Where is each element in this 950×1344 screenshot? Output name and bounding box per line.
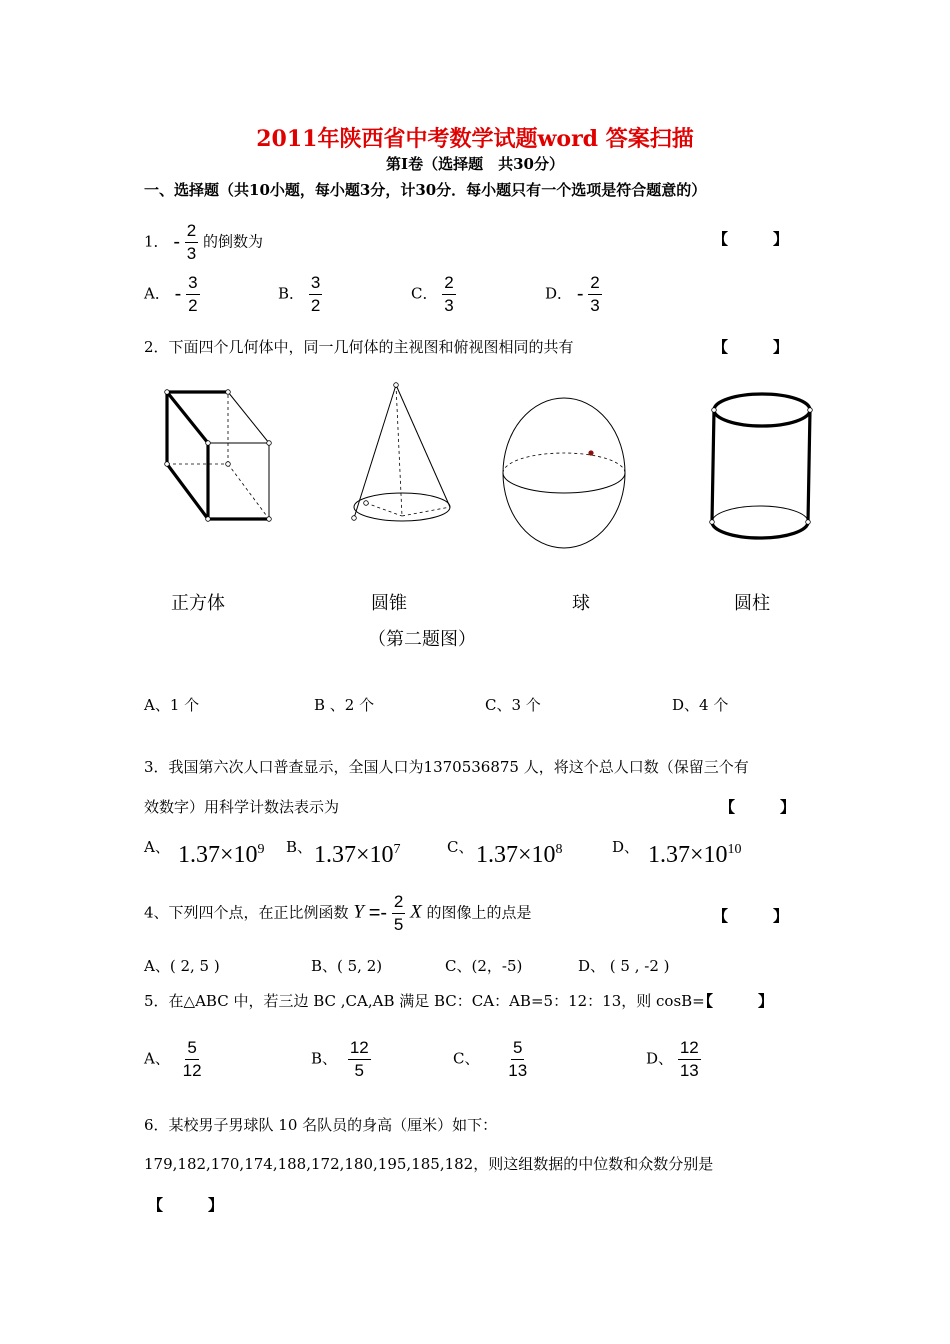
- sphere-figure: [503, 398, 625, 548]
- option-d[interactable]: [646, 1038, 701, 1081]
- option-label: D．: [545, 284, 573, 303]
- exponent: 10: [727, 842, 742, 857]
- denominator: 5: [354, 1061, 364, 1080]
- option-label: B、: [311, 1049, 338, 1068]
- power-base: ×10: [220, 842, 258, 868]
- option-c[interactable]: [476, 842, 563, 869]
- figure-label-sphere: 球: [572, 593, 590, 614]
- option-c[interactable]: [453, 1038, 529, 1081]
- option-c[interactable]: C、3 个: [485, 696, 541, 714]
- option-d[interactable]: [648, 842, 742, 869]
- part-heading: 第Ⅰ卷（选择题 共30分）: [386, 155, 564, 173]
- question-1: [144, 221, 263, 264]
- option-b[interactable]: [278, 273, 322, 316]
- figure-caption: （第二题图）: [368, 629, 476, 650]
- numerator: 3: [186, 273, 199, 295]
- numerator: 5: [185, 1038, 198, 1060]
- figure-label-cylinder: 圆柱: [734, 593, 770, 614]
- numerator: 5: [511, 1038, 524, 1060]
- fraction: [678, 1038, 701, 1081]
- answer-bracket[interactable]: 【 】: [713, 907, 789, 925]
- fraction: [588, 273, 601, 316]
- option-a[interactable]: A、1 个: [144, 696, 200, 714]
- fraction: [181, 1038, 204, 1081]
- figure-label-cone: 圆锥: [371, 593, 407, 614]
- option-label: D、: [646, 1049, 674, 1068]
- question-2: 2．下面四个几何体中，同一几何体的主视图和俯视图相同的共有: [144, 338, 574, 356]
- mantissa: 1.37: [648, 842, 690, 868]
- option-label: A、: [144, 1049, 170, 1068]
- option-label: C、: [453, 1049, 480, 1068]
- answer-bracket[interactable]: 【 】: [148, 1196, 224, 1214]
- cube-figure: [165, 390, 272, 522]
- answer-bracket[interactable]: 【 】: [713, 230, 789, 248]
- option-label: A．: [144, 284, 170, 303]
- numerator: 3: [309, 273, 322, 295]
- denominator: 3: [186, 244, 197, 263]
- mantissa: 1.37: [178, 842, 220, 868]
- equals-minus: =-: [368, 902, 388, 924]
- option-d[interactable]: [545, 273, 602, 316]
- denominator: 2: [310, 296, 321, 315]
- denominator: 13: [508, 1061, 528, 1080]
- power-base: ×10: [518, 842, 556, 868]
- denominator: 12: [182, 1061, 202, 1080]
- option-label: C．: [411, 284, 438, 303]
- power-base: ×10: [356, 842, 394, 868]
- section-heading: 一、选择题（共10小题，每小题3分，计30分．每小题只有一个选项是符合题意的）: [144, 181, 707, 199]
- option-b[interactable]: B 、2 个: [314, 696, 375, 714]
- fraction: [186, 273, 199, 316]
- denominator: 3: [444, 296, 454, 315]
- option-b[interactable]: [311, 1038, 371, 1081]
- answer-bracket[interactable]: 【 】: [713, 338, 789, 356]
- option-label: A、: [144, 838, 170, 856]
- mantissa: 1.37: [314, 842, 356, 868]
- option-b[interactable]: B、( 5, 2): [311, 957, 383, 975]
- numerator: 2: [392, 892, 405, 914]
- numerator: 2: [185, 221, 198, 243]
- figure-label-cube: 正方体: [171, 593, 225, 614]
- option-c[interactable]: [411, 273, 456, 316]
- variable-x: X: [410, 901, 422, 923]
- numerator: 12: [678, 1038, 701, 1060]
- fraction: [506, 1038, 529, 1081]
- question-text: 4、下列四个点，在正比例函数: [144, 903, 349, 922]
- option-d[interactable]: D、4 个: [672, 696, 729, 714]
- fraction: [185, 221, 198, 264]
- cylinder-figure: [710, 394, 813, 538]
- denominator: 5: [393, 915, 404, 934]
- solids-figure: [140, 370, 840, 570]
- minus-sign: -: [173, 231, 180, 253]
- option-a[interactable]: [144, 1038, 204, 1081]
- question-text: 的图像上的点是: [426, 903, 532, 922]
- denominator: 3: [590, 296, 600, 315]
- exponent: 7: [393, 842, 401, 857]
- fraction: [309, 273, 322, 316]
- minus-sign: -: [576, 283, 584, 305]
- denominator: 13: [679, 1061, 699, 1080]
- question-6-line-1: 6．某校男子男球队 10 名队员的身高（厘米）如下：: [144, 1116, 498, 1134]
- option-label: C、: [447, 838, 474, 856]
- numerator: 2: [588, 273, 601, 295]
- question-4: [144, 892, 531, 935]
- question-3-line-1: 3．我国第六次人口普查显示，全国人口为1370536875 人，将这个总人口数（保留三个有: [144, 758, 749, 776]
- option-label: D、: [612, 838, 640, 856]
- option-c[interactable]: C、(2，-5): [445, 957, 523, 975]
- question-5: 5．在△ABC 中，若三边 BC ,CA,AB 满足 BC：CA：AB=5：12：13，则 cosB=: [144, 992, 705, 1010]
- option-label: B、: [286, 838, 313, 856]
- page-title: 2011年陕西省中考数学试题word 答案扫描: [256, 126, 694, 152]
- answer-bracket[interactable]: 【 】: [698, 992, 774, 1010]
- option-a[interactable]: [178, 842, 265, 869]
- question-number: 1．: [144, 232, 169, 251]
- numerator: 2: [442, 273, 455, 295]
- fraction: [348, 1038, 371, 1081]
- question-3-line-2: 效数字）用科学计数法表示为: [144, 798, 340, 816]
- question-text: 的倒数为: [203, 232, 264, 251]
- fraction: [392, 892, 405, 935]
- numerator: 12: [348, 1038, 371, 1060]
- option-a[interactable]: [144, 273, 200, 316]
- exponent: 9: [257, 842, 265, 857]
- variable-y: Y: [353, 901, 364, 923]
- answer-bracket[interactable]: 【 】: [720, 798, 796, 816]
- option-d[interactable]: D、 ( 5 , -2 ): [578, 957, 670, 975]
- option-a[interactable]: A、( 2, 5 ): [144, 957, 220, 975]
- option-b[interactable]: [314, 842, 401, 869]
- power-base: ×10: [690, 842, 728, 868]
- question-6-line-2: 179,182,170,174,188,172,180,195,185,182，则这组数据的中位数和众数分别是: [144, 1155, 714, 1173]
- denominator: 2: [188, 296, 198, 315]
- fraction: [442, 273, 455, 316]
- exponent: 8: [555, 842, 563, 857]
- mantissa: 1.37: [476, 842, 518, 868]
- cone-figure: [352, 383, 450, 521]
- minus-sign: -: [174, 283, 182, 305]
- option-label: B．: [278, 284, 305, 303]
